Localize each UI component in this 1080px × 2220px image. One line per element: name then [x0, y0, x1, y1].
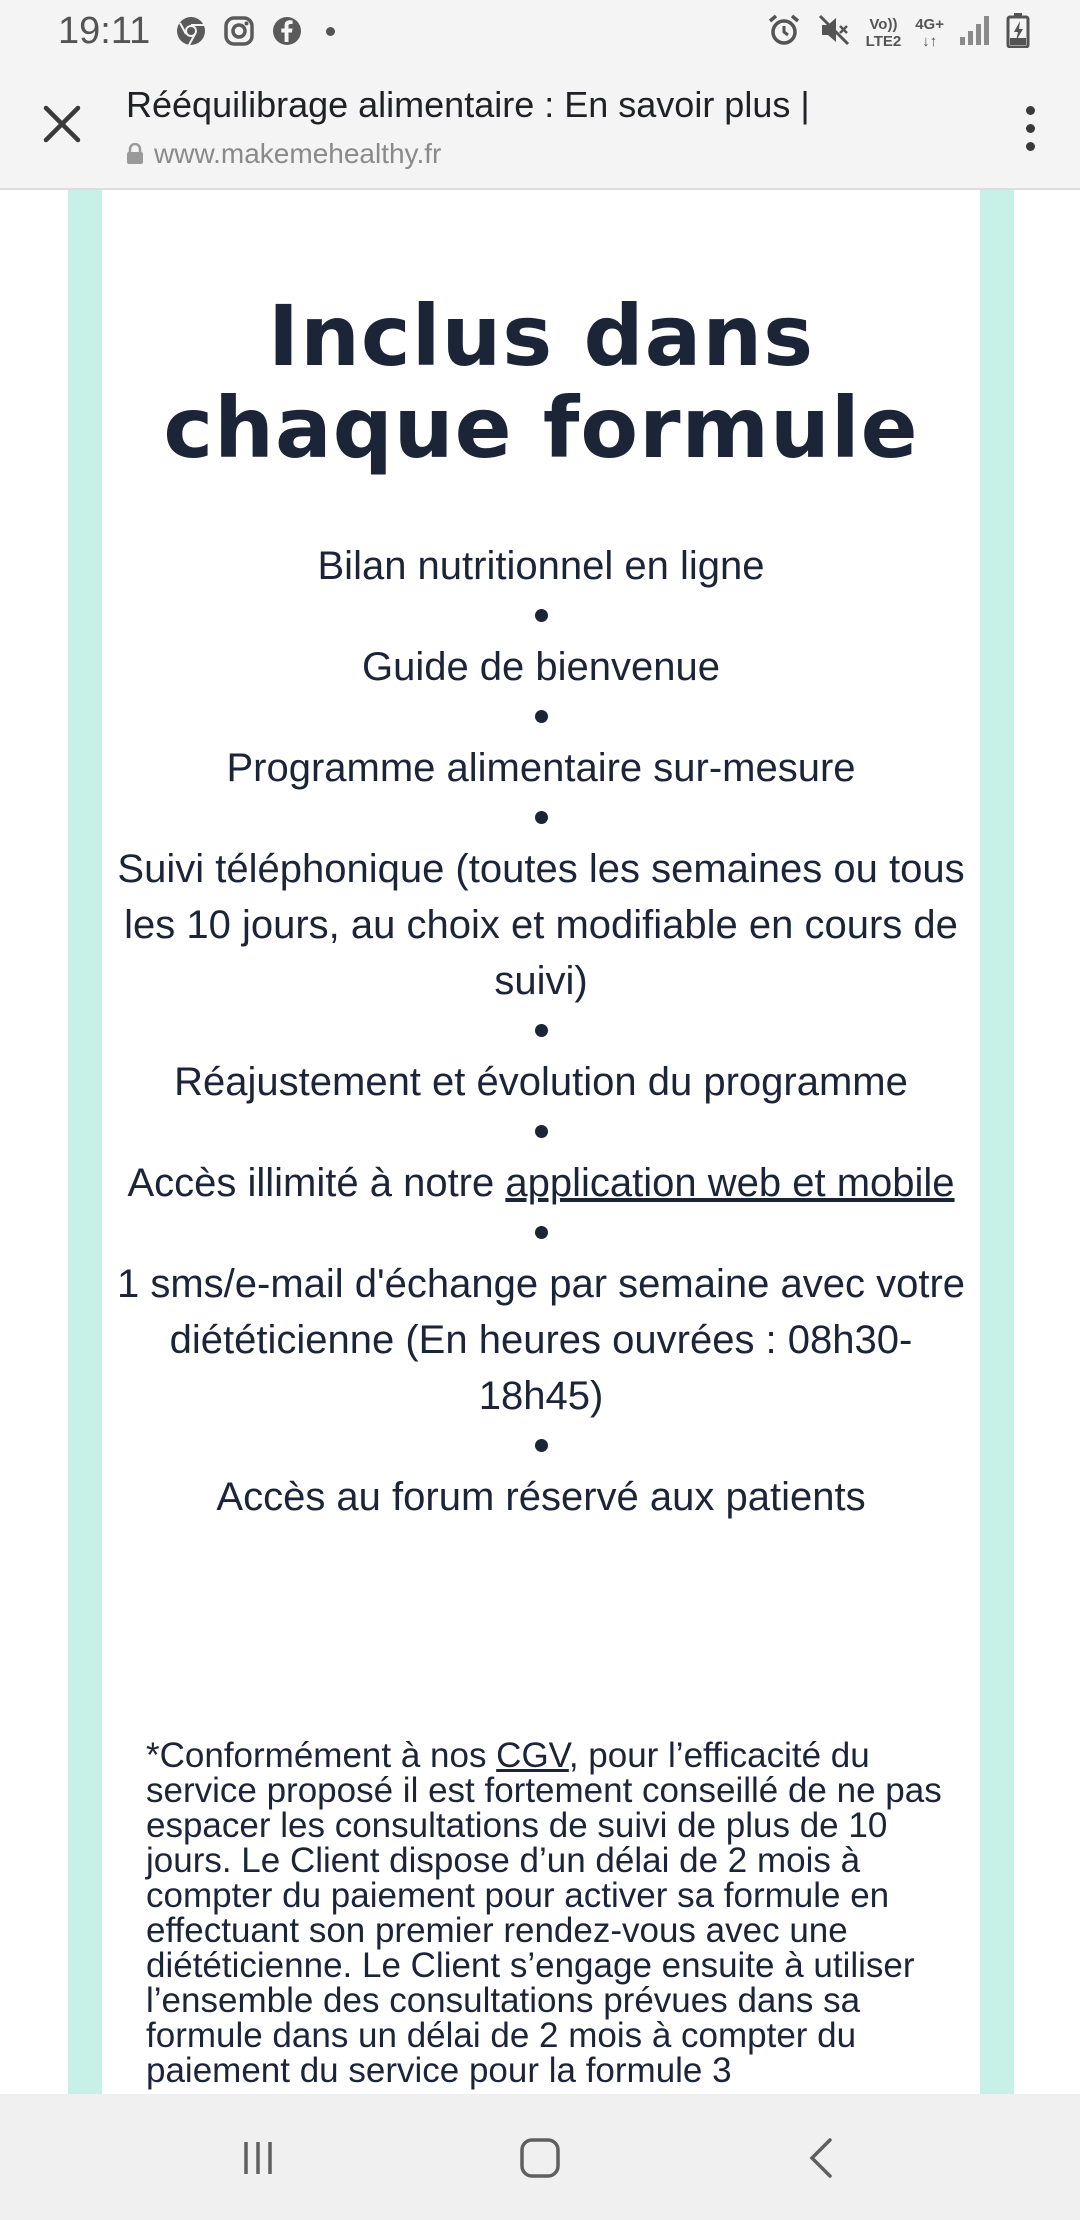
bullet-separator: [535, 710, 548, 723]
decorative-stripe-left: [68, 190, 102, 2094]
network-label: 4G+: [915, 15, 944, 33]
web-content[interactable]: [0, 190, 1080, 2094]
battery-charging-icon: [1006, 12, 1030, 53]
alarm-icon: [766, 12, 802, 53]
footnote-prefix: *Conformément à nos: [146, 1736, 497, 1775]
facebook-icon: [270, 14, 304, 48]
bullet-separator: [535, 1125, 548, 1138]
heading-line-2: chaque formule: [163, 379, 919, 477]
feature-item-app-access: [111, 1155, 971, 1211]
browser-toolbar: [0, 64, 1080, 190]
feature-item: Réajustement et évolution du programme: [174, 1060, 908, 1104]
decorative-stripe-right: [980, 190, 1014, 2094]
footnote-text: , pour l’efficacité du service proposé il est fortement conseillé de ne pas espacer les consultations de suivi de plus de 10 jours. Le Client dispose d’un délai de 2 mois à compter du paiement pour activer sa formule en effectuant son premier rendez-vous avec une diététicienne. Le Client s’engage ensuite à utiliser l’ensemble des consultations prévues dans sa formule dans un délai de 2 mois à compter du paiement du service pour la formule 3: [146, 1736, 942, 2090]
home-icon: [518, 2136, 562, 2180]
heading-line-1: Inclus dans: [267, 287, 815, 385]
more-options-button[interactable]: [1010, 98, 1050, 158]
feature-item: Bilan nutritionnel en ligne: [317, 544, 765, 588]
url-bar[interactable]: [126, 138, 441, 170]
recent-apps-icon: [238, 2138, 278, 2178]
network-type: [915, 16, 944, 50]
bullet-separator: [535, 811, 548, 824]
url-text: www.makemehealthy.fr: [154, 138, 442, 169]
feature-item: 1 sms/e-mail d'échange par semaine avec votre diététicienne (En heures ouvrées : 08h30-18h45): [116, 1262, 966, 1418]
system-navigation-bar: [0, 2094, 1080, 2220]
bullet-separator: [535, 1439, 548, 1452]
close-tab-button[interactable]: [36, 94, 88, 154]
close-icon: [42, 104, 82, 144]
feature-text: Accès illimité à notre: [127, 1161, 506, 1205]
notification-icons: [174, 14, 335, 48]
data-arrows-icon: ↓↑: [922, 32, 938, 50]
lock-icon: [126, 143, 144, 165]
cgv-link[interactable]: CGV: [496, 1736, 569, 1775]
chrome-icon: [174, 14, 208, 48]
back-icon: [804, 2136, 840, 2180]
feature-item: Accès au forum réservé aux patients: [216, 1475, 866, 1519]
feature-item: Programme alimentaire sur-mesure: [226, 746, 856, 790]
feature-item: Suivi téléphonique (toutes les semaines ou tous les 10 jours, au choix et modifiable en cours de suivi): [117, 847, 965, 1003]
more-vert-icon: [1026, 106, 1035, 115]
terms-footnote: [146, 1738, 956, 2088]
back-button[interactable]: [782, 2126, 862, 2190]
app-link[interactable]: application web et mobile: [505, 1161, 955, 1205]
status-bar: [0, 0, 1080, 64]
signal-icon: [958, 13, 992, 52]
instagram-icon: [222, 14, 256, 48]
bullet-separator: [535, 1024, 548, 1037]
features-list: [102, 538, 980, 1525]
mute-icon: [816, 12, 852, 53]
more-notifications-dot: [326, 27, 335, 36]
volte-indicator: Vo)) LTE2: [865, 15, 902, 50]
page-title: Rééquilibrage alimentaire : En savoir plus |: [126, 84, 810, 125]
recent-apps-button[interactable]: [218, 2126, 298, 2190]
feature-item: Guide de bienvenue: [361, 645, 721, 689]
system-icons: [766, 12, 1030, 53]
bullet-separator: [535, 609, 548, 622]
bullet-separator: [535, 1226, 548, 1239]
section-heading: [102, 287, 980, 477]
clock: 19:11: [58, 10, 151, 52]
home-button[interactable]: [500, 2126, 580, 2190]
